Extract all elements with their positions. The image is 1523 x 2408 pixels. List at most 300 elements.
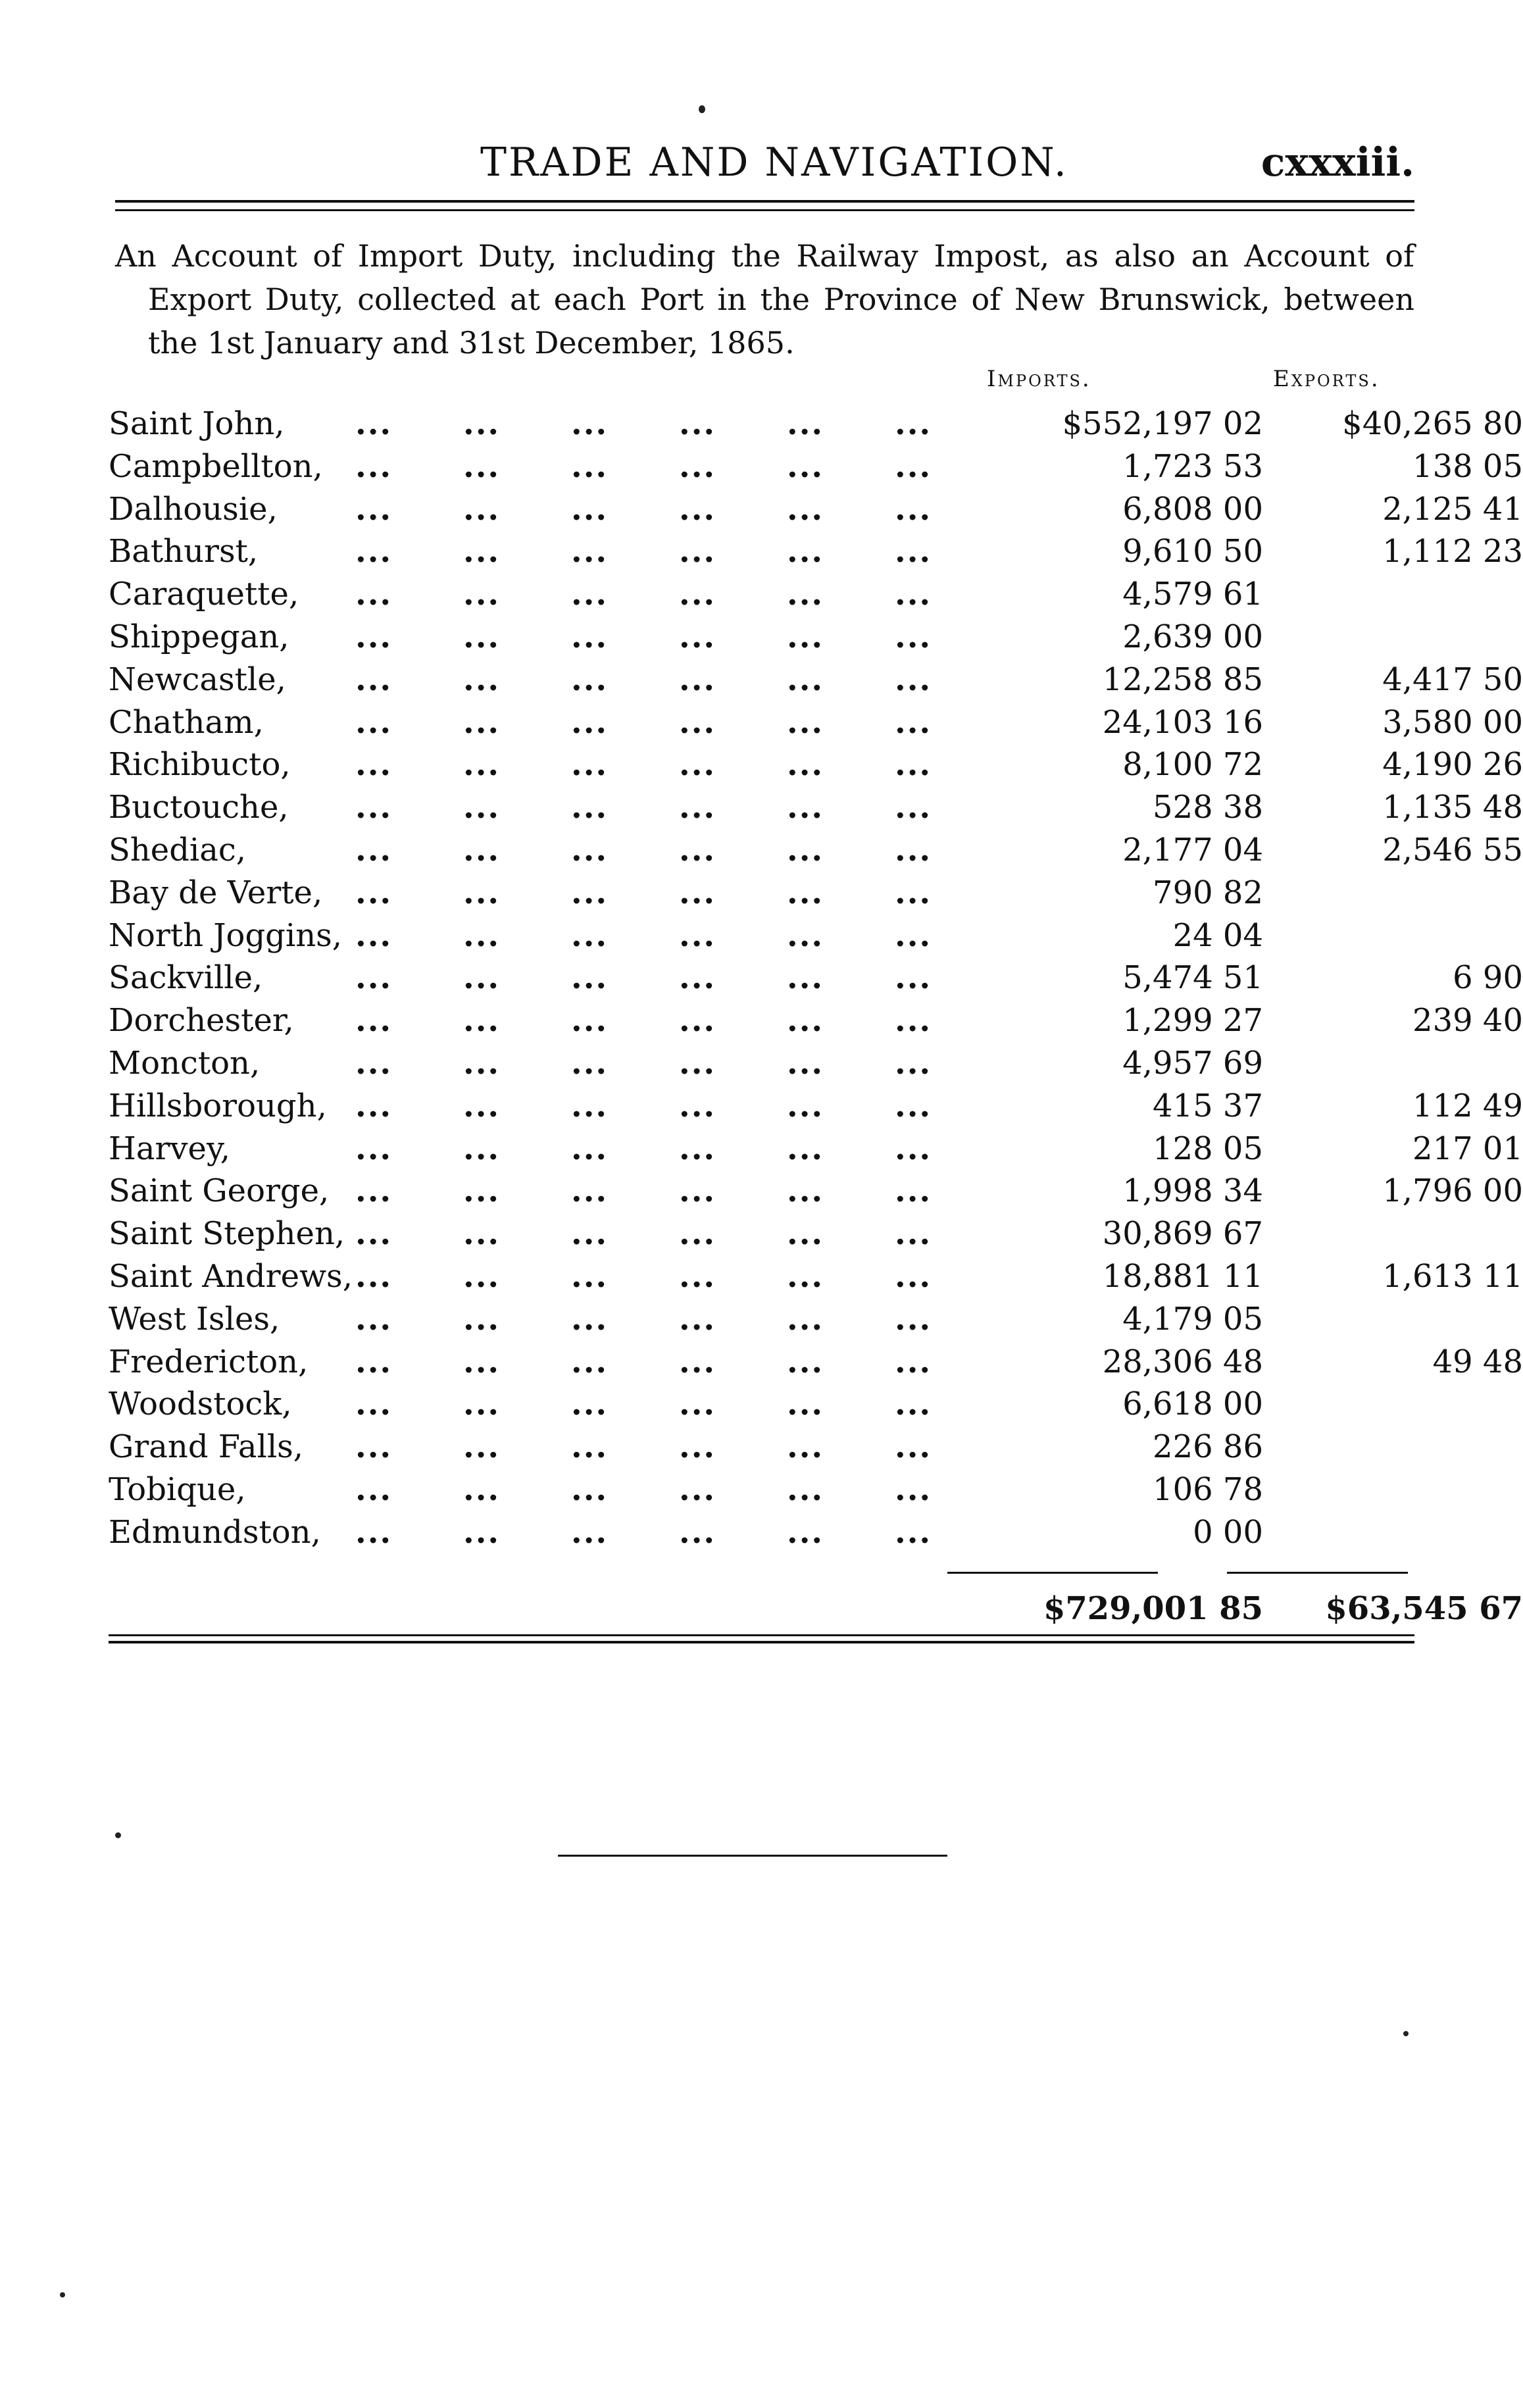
leader-dots: ...	[571, 490, 609, 528]
leader-dots: ...	[571, 831, 609, 868]
leader-dots: ...	[895, 1215, 932, 1253]
leader-dots: ...	[787, 661, 824, 698]
table-row	[109, 1170, 1523, 1213]
leader-dots: ...	[571, 874, 609, 911]
imports-value: 4,179 05	[1122, 1300, 1263, 1338]
leader-dots: ...	[679, 661, 716, 698]
dot-leaders	[355, 1085, 1020, 1128]
port-name: West Isles,	[109, 1300, 280, 1338]
leader-dots: ...	[679, 618, 716, 655]
leader-dots: ...	[895, 1172, 932, 1210]
section-end-rule	[558, 1855, 947, 1857]
leader-dots: ...	[571, 1215, 609, 1253]
leader-dots: ...	[895, 703, 932, 741]
leader-dots: ...	[355, 1172, 393, 1210]
port-name: Caraquette,	[109, 576, 299, 613]
leader-dots: ...	[463, 1513, 501, 1551]
leader-dots: ...	[463, 1300, 501, 1338]
dot-leaders	[355, 701, 1020, 744]
leader-dots: ...	[787, 490, 824, 528]
leader-dots: ...	[787, 1513, 824, 1551]
leader-dots: ...	[895, 789, 932, 826]
table-row	[109, 1426, 1418, 1468]
port-name: Chatham,	[109, 703, 264, 741]
leader-dots: ...	[571, 789, 609, 826]
leader-dots: ...	[355, 1215, 393, 1253]
total-imports: $729,001 85	[1043, 1590, 1263, 1627]
imports-value: 106 78	[1153, 1470, 1263, 1508]
leader-dots: ...	[679, 576, 716, 613]
leader-dots: ...	[571, 576, 609, 613]
leader-dots: ...	[463, 661, 501, 698]
table-row	[109, 445, 1523, 488]
leader-dots: ...	[895, 1087, 932, 1124]
leader-dots: ...	[355, 1130, 393, 1167]
table-row	[109, 659, 1523, 701]
duty-table	[109, 403, 1523, 1554]
leader-dots: ...	[463, 1087, 501, 1124]
column-header-imports: Imports.	[987, 366, 1091, 392]
dot-leaders	[355, 530, 1020, 573]
dot-leaders	[355, 999, 1020, 1042]
leader-dots: ...	[787, 789, 824, 826]
leader-dots: ...	[463, 831, 501, 868]
leader-dots: ...	[571, 661, 609, 698]
leader-dots: ...	[787, 1343, 824, 1380]
port-name: Bay de Verte,	[109, 874, 323, 911]
table-row	[109, 786, 1523, 829]
imports-value: 5,474 51	[1122, 959, 1263, 997]
leader-dots: ...	[679, 405, 716, 442]
dot-leaders	[355, 573, 1020, 616]
leader-dots: ...	[679, 1470, 716, 1508]
table-row	[109, 701, 1523, 744]
table-row	[109, 530, 1523, 573]
imports-value: 6,618 00	[1122, 1386, 1263, 1423]
leader-dots: ...	[571, 1044, 609, 1082]
leader-dots: ...	[463, 746, 501, 784]
leader-dots: ...	[895, 661, 932, 698]
header-rule-thick	[115, 200, 1414, 203]
print-speck	[115, 1832, 121, 1838]
leader-dots: ...	[355, 831, 393, 868]
leader-dots: ...	[571, 1002, 609, 1040]
leader-dots: ...	[463, 405, 501, 442]
table-row	[109, 957, 1523, 999]
leader-dots: ...	[463, 490, 501, 528]
port-name: Campbellton,	[109, 447, 323, 485]
table-row	[109, 1085, 1523, 1128]
table-row	[109, 1511, 1418, 1554]
leader-dots: ...	[463, 1172, 501, 1210]
leader-dots: ...	[787, 576, 824, 613]
port-name: Richibucto,	[109, 746, 291, 784]
total-exports: $63,545 67	[1325, 1590, 1523, 1627]
leader-dots: ...	[571, 1172, 609, 1210]
leader-dots: ...	[895, 959, 932, 997]
dot-leaders	[355, 786, 1020, 829]
port-name: Dorchester,	[109, 1002, 294, 1040]
exports-value: 217 01	[1412, 1130, 1523, 1167]
leader-dots: ...	[571, 447, 609, 485]
table-row	[109, 1255, 1523, 1298]
table-row	[109, 999, 1523, 1042]
leader-dots: ...	[787, 1044, 824, 1082]
leader-dots: ...	[679, 831, 716, 868]
leader-dots: ...	[679, 1002, 716, 1040]
table-row	[109, 1468, 1418, 1511]
leader-dots: ...	[355, 447, 393, 485]
leader-dots: ...	[463, 1215, 501, 1253]
leader-dots: ...	[895, 490, 932, 528]
leader-dots: ...	[355, 789, 393, 826]
table-row	[109, 915, 1418, 957]
leader-dots: ...	[355, 703, 393, 741]
table-row	[109, 829, 1523, 872]
dot-leaders	[355, 1170, 1020, 1213]
leader-dots: ...	[463, 447, 501, 485]
port-name: Harvey,	[109, 1130, 230, 1167]
exports-value: 1,613 11	[1382, 1257, 1523, 1295]
leader-dots: ...	[787, 1257, 824, 1295]
leader-dots: ...	[571, 533, 609, 570]
leader-dots: ...	[787, 1386, 824, 1423]
leader-dots: ...	[787, 874, 824, 911]
exports-value: 1,112 23	[1382, 533, 1523, 570]
port-name: Newcastle,	[109, 661, 286, 698]
dot-leaders	[355, 659, 1020, 701]
port-name: Hillsborough,	[109, 1087, 327, 1124]
dot-leaders	[355, 1213, 1020, 1255]
leader-dots: ...	[571, 618, 609, 655]
dot-leaders	[355, 616, 1020, 659]
leader-dots: ...	[355, 1002, 393, 1040]
dot-leaders	[355, 1511, 1020, 1554]
leader-dots: ...	[679, 490, 716, 528]
dot-leaders	[355, 1468, 1020, 1511]
imports-value: 790 82	[1153, 874, 1263, 911]
leader-dots: ...	[679, 703, 716, 741]
dot-leaders	[355, 957, 1020, 999]
exports-value: 112 49	[1412, 1087, 1523, 1124]
leader-dots: ...	[355, 1428, 393, 1466]
imports-value: 1,299 27	[1122, 1002, 1263, 1040]
leader-dots: ...	[787, 1130, 824, 1167]
leader-dots: ...	[679, 1130, 716, 1167]
leader-dots: ...	[463, 1002, 501, 1040]
imports-value: 2,639 00	[1122, 618, 1263, 655]
leader-dots: ...	[355, 959, 393, 997]
table-row	[109, 1213, 1418, 1255]
leader-dots: ...	[895, 1257, 932, 1295]
leader-dots: ...	[571, 405, 609, 442]
port-name: Saint John,	[109, 405, 285, 442]
exports-value: $40,265 80	[1342, 405, 1523, 442]
leader-dots: ...	[355, 1257, 393, 1295]
leader-dots: ...	[895, 447, 932, 485]
leader-dots: ...	[463, 533, 501, 570]
imports-value: 415 37	[1153, 1087, 1263, 1124]
leader-dots: ...	[895, 405, 932, 442]
dot-leaders	[355, 915, 1020, 957]
leader-dots: ...	[679, 1172, 716, 1210]
column-header-exports: Exports.	[1273, 366, 1380, 392]
page-title: TRADE AND NAVIGATION.	[480, 139, 1069, 186]
leader-dots: ...	[571, 959, 609, 997]
leader-dots: ...	[895, 831, 932, 868]
leader-dots: ...	[571, 1470, 609, 1508]
exports-value: 3,580 00	[1382, 703, 1523, 741]
leader-dots: ...	[787, 916, 824, 954]
imports-value: 226 86	[1153, 1428, 1263, 1466]
leader-dots: ...	[895, 746, 932, 784]
leader-dots: ...	[787, 746, 824, 784]
leader-dots: ...	[463, 1386, 501, 1423]
leader-dots: ...	[787, 1428, 824, 1466]
leader-dots: ...	[571, 1386, 609, 1423]
leader-dots: ...	[895, 1300, 932, 1338]
port-name: Sackville,	[109, 959, 263, 997]
leader-dots: ...	[571, 746, 609, 784]
leader-dots: ...	[679, 1513, 716, 1551]
exports-value: 138 05	[1412, 447, 1523, 485]
leader-dots: ...	[679, 789, 716, 826]
table-end-rule-thick	[109, 1641, 1414, 1643]
leader-dots: ...	[895, 618, 932, 655]
leader-dots: ...	[679, 1215, 716, 1253]
imports-value: 1,998 34	[1122, 1172, 1263, 1210]
port-name: Fredericton,	[109, 1343, 309, 1380]
leader-dots: ...	[571, 703, 609, 741]
header-rule-thin	[115, 209, 1414, 211]
table-end-rule-thin	[109, 1634, 1414, 1636]
leader-dots: ...	[787, 959, 824, 997]
exports-value: 1,135 48	[1382, 789, 1523, 826]
leader-dots: ...	[355, 1300, 393, 1338]
leader-dots: ...	[787, 1172, 824, 1210]
exports-value: 4,190 26	[1382, 746, 1523, 784]
port-name: Woodstock,	[109, 1386, 292, 1423]
leader-dots: ...	[463, 576, 501, 613]
exports-value: 4,417 50	[1382, 661, 1523, 698]
table-row	[109, 1128, 1523, 1170]
leader-dots: ...	[571, 1257, 609, 1295]
leader-dots: ...	[355, 1513, 393, 1551]
port-name: North Joggins,	[109, 916, 343, 954]
leader-dots: ...	[787, 1002, 824, 1040]
leader-dots: ...	[679, 746, 716, 784]
leader-dots: ...	[895, 576, 932, 613]
dot-leaders	[355, 1042, 1020, 1085]
page-number: cxxxiii.	[1261, 139, 1414, 186]
exports-value: 1,796 00	[1382, 1172, 1523, 1210]
leader-dots: ...	[571, 1428, 609, 1466]
leader-dots: ...	[463, 916, 501, 954]
imports-value: 528 38	[1153, 789, 1263, 826]
totals-row	[109, 1586, 1523, 1632]
leader-dots: ...	[571, 1300, 609, 1338]
dot-leaders	[355, 872, 1020, 915]
print-speck	[699, 105, 705, 113]
leader-dots: ...	[571, 1513, 609, 1551]
leader-dots: ...	[679, 1087, 716, 1124]
imports-value: 0 00	[1193, 1513, 1263, 1551]
leader-dots: ...	[463, 618, 501, 655]
dot-leaders	[355, 445, 1020, 488]
table-row	[109, 1042, 1418, 1085]
port-name: Tobique,	[109, 1470, 246, 1508]
leader-dots: ...	[679, 874, 716, 911]
leader-dots: ...	[679, 1428, 716, 1466]
imports-value: 28,306 48	[1102, 1343, 1263, 1380]
leader-dots: ...	[787, 1300, 824, 1338]
leader-dots: ...	[463, 1343, 501, 1380]
leader-dots: ...	[355, 874, 393, 911]
leader-dots: ...	[463, 1470, 501, 1508]
imports-value: 24,103 16	[1102, 703, 1263, 741]
print-speck	[60, 2292, 65, 2297]
table-row	[109, 872, 1418, 915]
print-speck	[1403, 2031, 1409, 2036]
table-row	[109, 573, 1418, 616]
leader-dots: ...	[463, 1044, 501, 1082]
leader-dots: ...	[787, 618, 824, 655]
port-name: Moncton,	[109, 1044, 261, 1082]
leader-dots: ...	[355, 661, 393, 698]
leader-dots: ...	[679, 533, 716, 570]
port-name: Bathurst,	[109, 533, 259, 570]
exports-value: 49 48	[1432, 1343, 1523, 1380]
imports-value: 30,869 67	[1102, 1215, 1263, 1253]
leader-dots: ...	[463, 874, 501, 911]
table-row	[109, 1298, 1418, 1341]
leader-dots: ...	[463, 789, 501, 826]
leader-dots: ...	[355, 916, 393, 954]
leader-dots: ...	[355, 533, 393, 570]
leader-dots: ...	[895, 1428, 932, 1466]
dot-leaders	[355, 488, 1020, 531]
leader-dots: ...	[463, 1428, 501, 1466]
imports-value: 6,808 00	[1122, 490, 1263, 528]
leader-dots: ...	[571, 1087, 609, 1124]
table-caption: An Account of Import Duty, including the Railway Impost, as also an Account of Export Duty, collected at each Port in the Province of New Brunswick, between the 1st January and 31st December, 1865.	[115, 238, 1414, 361]
leader-dots: ...	[463, 1257, 501, 1295]
leader-dots: ...	[787, 703, 824, 741]
dot-leaders	[355, 1341, 1020, 1384]
imports-value: 1,723 53	[1122, 447, 1263, 485]
leader-dots: ...	[787, 831, 824, 868]
leader-dots: ...	[787, 405, 824, 442]
leader-dots: ...	[895, 1343, 932, 1380]
leader-dots: ...	[679, 1044, 716, 1082]
imports-value: 18,881 11	[1102, 1257, 1263, 1295]
leader-dots: ...	[463, 703, 501, 741]
dot-leaders	[355, 1298, 1020, 1341]
port-name: Saint George,	[109, 1172, 330, 1210]
leader-dots: ...	[895, 916, 932, 954]
leader-dots: ...	[787, 1215, 824, 1253]
port-name: Grand Falls,	[109, 1428, 304, 1466]
leader-dots: ...	[679, 1343, 716, 1380]
table-row	[109, 1383, 1418, 1426]
leader-dots: ...	[355, 746, 393, 784]
leader-dots: ...	[355, 1386, 393, 1423]
port-name: Saint Stephen,	[109, 1215, 345, 1253]
table-row	[109, 488, 1523, 531]
port-name: Saint Andrews,	[109, 1257, 353, 1295]
dot-leaders	[355, 1128, 1020, 1170]
leader-dots: ...	[787, 447, 824, 485]
leader-dots: ...	[355, 618, 393, 655]
dot-leaders	[355, 403, 1020, 445]
leader-dots: ...	[787, 1470, 824, 1508]
dot-leaders	[355, 1426, 1020, 1468]
leader-dots: ...	[787, 1087, 824, 1124]
dot-leaders	[355, 1255, 1020, 1298]
imports-value: 9,610 50	[1122, 533, 1263, 570]
leader-dots: ...	[679, 1257, 716, 1295]
leader-dots: ...	[895, 1130, 932, 1167]
imports-value: 8,100 72	[1122, 746, 1263, 784]
leader-dots: ...	[571, 1343, 609, 1380]
leader-dots: ...	[463, 959, 501, 997]
imports-value: $552,197 02	[1062, 405, 1263, 442]
leader-dots: ...	[679, 1386, 716, 1423]
exports-value: 2,125 41	[1382, 490, 1523, 528]
imports-value: 4,579 61	[1122, 576, 1263, 613]
table-row	[109, 1341, 1523, 1384]
leader-dots: ...	[355, 1087, 393, 1124]
imports-value: 4,957 69	[1122, 1044, 1263, 1082]
port-name: Edmundston,	[109, 1513, 321, 1551]
imports-value: 12,258 85	[1102, 661, 1263, 698]
leader-dots: ...	[679, 916, 716, 954]
leader-dots: ...	[355, 490, 393, 528]
port-name: Shediac,	[109, 831, 247, 868]
leader-dots: ...	[679, 447, 716, 485]
leader-dots: ...	[895, 1513, 932, 1551]
leader-dots: ...	[571, 1130, 609, 1167]
leader-dots: ...	[895, 1002, 932, 1040]
imports-value: 2,177 04	[1122, 831, 1263, 868]
leader-dots: ...	[895, 1470, 932, 1508]
leader-dots: ...	[895, 1044, 932, 1082]
leader-dots: ...	[355, 405, 393, 442]
imports-value: 128 05	[1153, 1130, 1263, 1167]
leader-dots: ...	[463, 1130, 501, 1167]
leader-dots: ...	[787, 533, 824, 570]
leader-dots: ...	[679, 1300, 716, 1338]
imports-sum-rule	[947, 1572, 1158, 1574]
exports-sum-rule	[1227, 1572, 1408, 1574]
exports-value: 6 90	[1453, 959, 1523, 997]
leader-dots: ...	[895, 533, 932, 570]
leader-dots: ...	[355, 576, 393, 613]
leader-dots: ...	[571, 916, 609, 954]
dot-leaders	[355, 829, 1020, 872]
dot-leaders	[355, 743, 1020, 786]
dot-leaders	[355, 1383, 1020, 1426]
exports-value: 239 40	[1412, 1002, 1523, 1040]
leader-dots: ...	[355, 1343, 393, 1380]
leader-dots: ...	[679, 959, 716, 997]
port-name: Shippegan,	[109, 618, 289, 655]
port-name: Buctouche,	[109, 789, 289, 826]
leader-dots: ...	[895, 874, 932, 911]
running-header	[115, 139, 1414, 192]
table-row	[109, 743, 1523, 786]
port-name: Dalhousie,	[109, 490, 278, 528]
